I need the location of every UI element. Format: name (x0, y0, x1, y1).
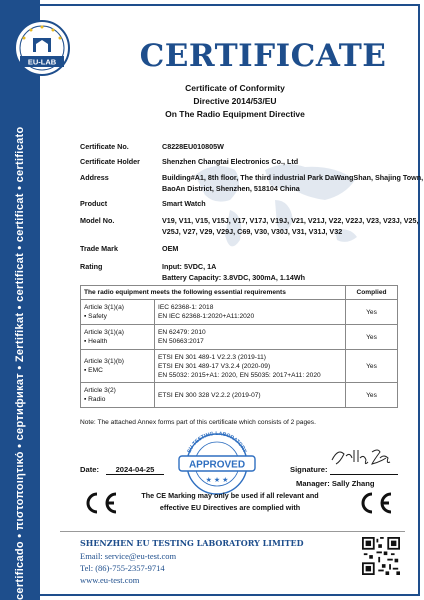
frame-bottom (40, 594, 420, 596)
table-row (81, 350, 398, 383)
complied-cell: Yes (346, 350, 398, 383)
standard-line: EN IEC 62368-1:2020+A11:2020 (158, 313, 255, 320)
category-text: Radio (88, 396, 106, 403)
field-label: Model No. (80, 216, 115, 225)
stamp-top-text: EU TESTING LABORATORY (186, 430, 248, 454)
category-label: ▪ Health (84, 338, 108, 345)
field-value: Battery Capacity: 3.8VDC, 300mA, 1.14Wh (162, 273, 306, 282)
lab-email: Email: service@eu-test.com (80, 551, 177, 561)
article-label: Article 3(1)(a) (84, 304, 124, 311)
date-label: Date: (80, 465, 99, 474)
certificate-title: CERTIFICATE (139, 38, 387, 74)
standards-cell (155, 350, 346, 383)
date-value: 2024-04-25 (106, 465, 164, 475)
article-label: Article 3(1)(a) (84, 329, 124, 336)
table-row (81, 300, 398, 325)
field-label: Address (80, 173, 109, 182)
category-text: Health (88, 338, 108, 345)
subtitle-line-1: Certificate of Conformity (185, 83, 285, 93)
standard-line: EN 62479: 2010 (158, 329, 206, 336)
standard-line: ETSI EN 300 328 V2.2.2 (2019-07) (158, 391, 261, 399)
field-value: Building#A1, 8th floor, The third industrial Park DaWangShan, Shajing Town, BaoAn District, Shenzhen, 518104 China (162, 173, 424, 193)
ce-note-line-1: The CE Marking may only be used if all relevant and (141, 491, 319, 500)
table-row (81, 383, 398, 408)
standard-line: EN 55032: 2015+A1: 2020, EN 55035: 2017+A11: 2020 (158, 371, 321, 379)
subtitle-line-2: Directive 2014/53/EU (193, 96, 277, 106)
field-label: Certificate Holder (80, 157, 140, 166)
ce-mark-right (355, 490, 395, 516)
signature-line (330, 474, 398, 475)
lab-name: SHENZHEN EU TESTING LABORATORY LIMITED (80, 538, 304, 548)
field-label: Certificate No. (80, 142, 129, 151)
handwritten-signature (328, 440, 394, 472)
complied-cell: Yes (346, 383, 398, 408)
stamp-center-text: APPROVED (188, 459, 246, 471)
approved-stamp (178, 430, 256, 496)
footer-divider (60, 531, 405, 532)
standard-line: EN 50663:2017 (158, 338, 204, 345)
standard-line: ETSI EN 301 489-1 V2.2.3 (2019-11) (158, 353, 267, 361)
standard-line: IEC 62368-1: 2018 (158, 304, 214, 311)
field-value: Smart Watch (162, 199, 206, 208)
category-text: Safety (88, 313, 107, 320)
frame-right (418, 4, 420, 596)
complied-cell: Yes (346, 325, 398, 350)
category-label: ▪ Safety (84, 313, 107, 320)
standards-cell (155, 300, 346, 325)
category-label: ▪ EMC (84, 367, 103, 374)
category-label: ▪ Radio (84, 396, 106, 403)
frame-top (40, 4, 420, 6)
header-requirements: The radio equipment meets the following essential requirements (81, 286, 346, 300)
table-row (81, 325, 398, 350)
requirements-table (80, 285, 398, 408)
field-value: Input: 5VDC, 1A (162, 262, 217, 271)
logo-text: EU-LAB (27, 57, 57, 67)
standard-line: ETSI EN 301 489-17 V3.2.4 (2020-09) (158, 362, 271, 370)
manager-name: Manager: Sally Zhang (296, 479, 375, 488)
field-label: Product (80, 199, 108, 208)
standards-cell (155, 383, 346, 408)
ce-note-line-2: effective EU Directives are complied with (159, 503, 301, 512)
field-label: Rating (80, 262, 103, 271)
qr-code (362, 537, 400, 575)
field-value: Shenzhen Changtai Electronics Co., Ltd (162, 157, 299, 166)
header-complied: Complied (346, 286, 398, 300)
article-cell (81, 325, 155, 350)
lab-tel: Tel: (86)-755-2357-9714 (80, 563, 165, 573)
article-label: Article 3(1)(b) (84, 358, 124, 365)
svg-text:★ ★ ★: ★ ★ ★ (205, 477, 229, 484)
ce-mark-left (80, 490, 120, 516)
signature-label: Signature: (290, 465, 328, 474)
subtitle-line-3: On The Radio Equipment Directive (165, 109, 305, 119)
category-text: EMC (88, 367, 103, 374)
field-label: Trade Mark (80, 244, 118, 253)
complied-cell: Yes (346, 300, 398, 325)
eu-lab-logo (12, 18, 72, 84)
field-value: V19, V11, V15, V15J, V17, V17J, V19J, V21, V21J, V22, V22J, V23, V23J, V25, V25J, V27, V29, V29J, C69, V30, V30J, V31, V31J, V32 (162, 216, 419, 236)
standards-cell (155, 325, 346, 350)
article-cell (81, 350, 155, 383)
article-cell (81, 300, 155, 325)
table-header-row (81, 286, 398, 300)
field-value: C8228EU010805W (162, 142, 224, 151)
article-cell (81, 383, 155, 408)
article-label: Article 3(2) (84, 387, 116, 394)
annex-note: Note: The attached Annex forms part of this certificate which consists of 2 pages. (80, 419, 316, 426)
multilingual-side-strip: certificado • πιστοποιητικό • сертификат • Zertifikat • certificat • certificat • certificato (0, 0, 40, 600)
field-value: OEM (162, 244, 179, 253)
lab-website: www.eu-test.com (80, 575, 140, 585)
